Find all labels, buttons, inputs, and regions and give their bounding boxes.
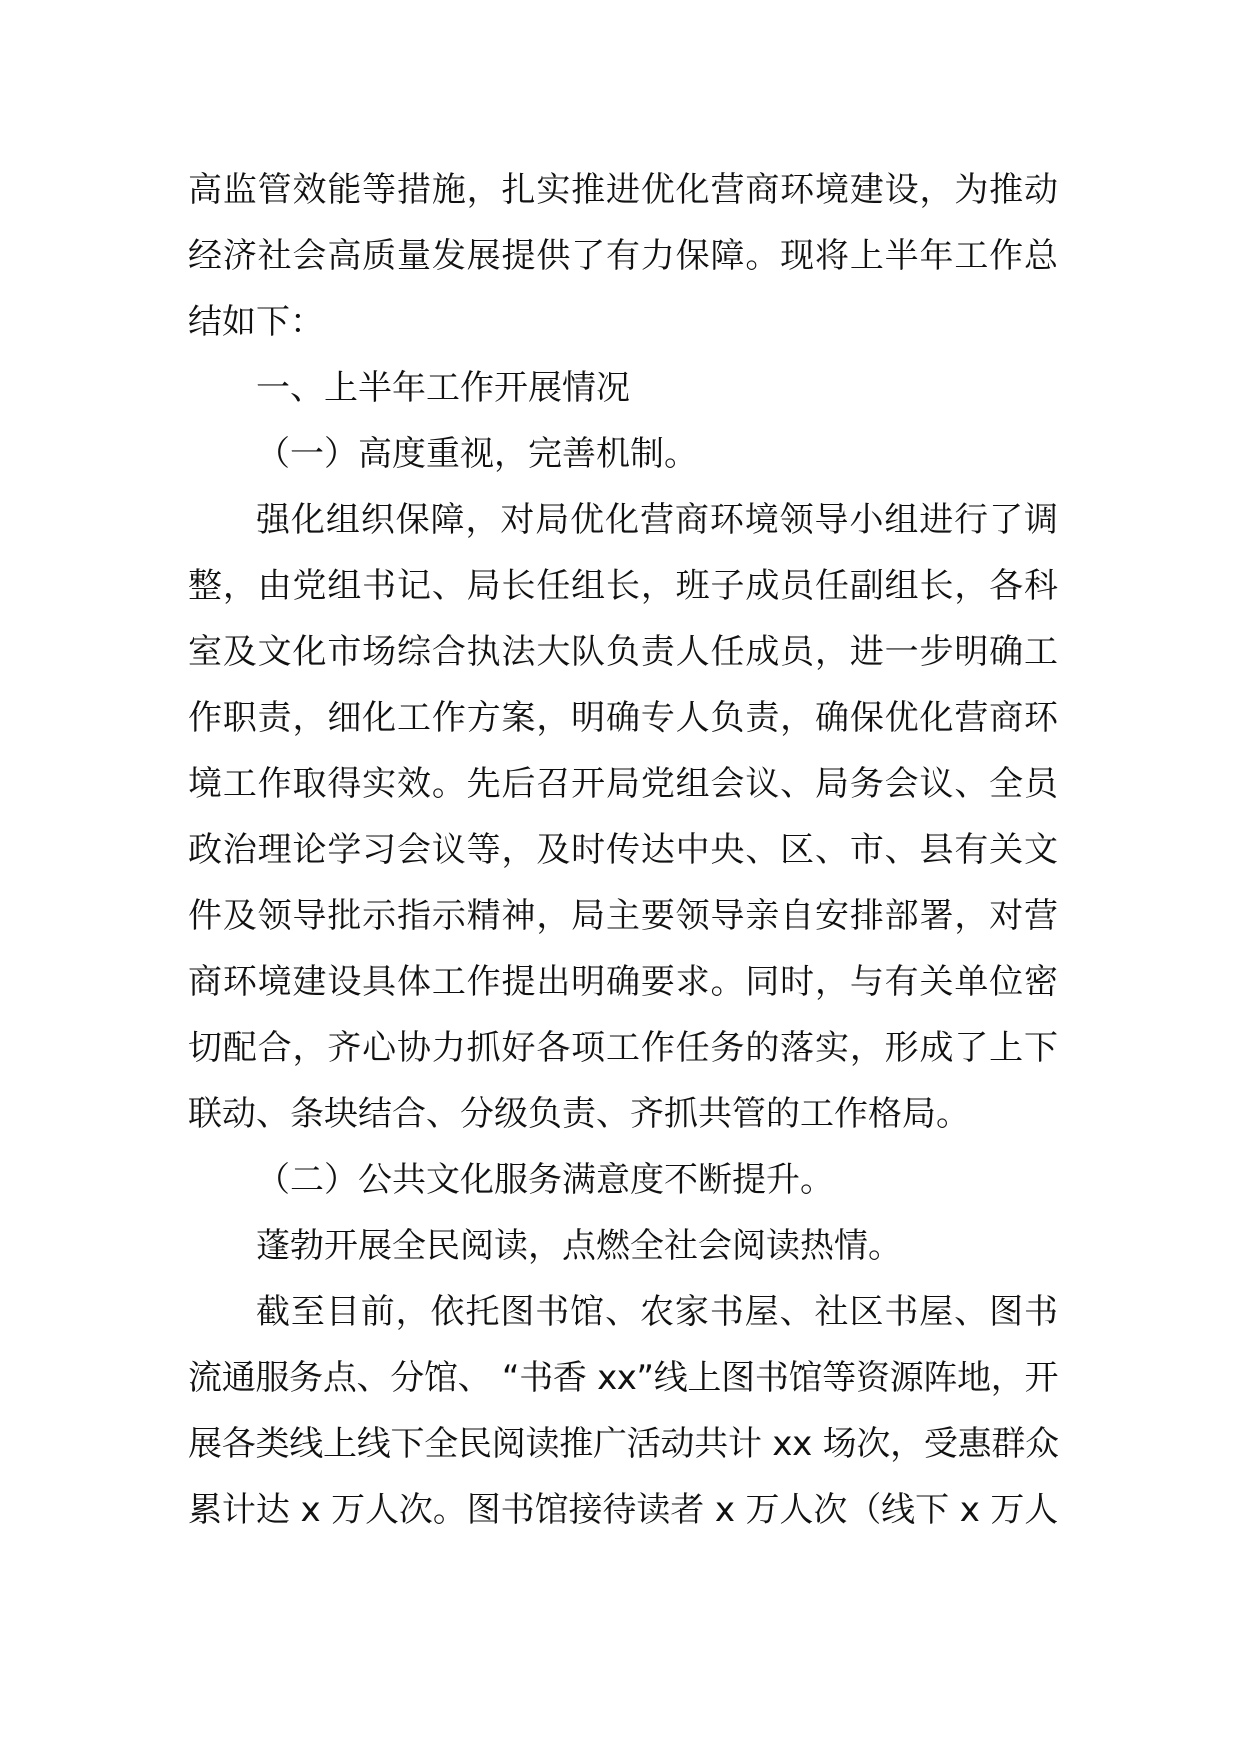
text-line: 经济社会高质量发展提供了有力保障。现将上半年工作总: [188, 236, 1058, 276]
subsection-heading: （二）公共文化服务满意度不断提升。: [256, 1160, 834, 1200]
text-line: 室及文化市场综合执法大队负责人任成员，进一步明确工: [188, 632, 1058, 672]
text-line: 商环境建设具体工作提出明确要求。同时，与有关单位密: [188, 962, 1058, 1002]
text-line: 截至目前，依托图书馆、农家书屋、社区书屋、图书: [256, 1292, 1058, 1332]
text-line: 政治理论学习会议等，及时传达中央、区、市、县有关文: [188, 830, 1058, 870]
text-line: 境工作取得实效。先后召开局党组会议、局务会议、全员: [188, 764, 1058, 804]
text-line: 联动、条块结合、分级负责、齐抓共管的工作格局。: [188, 1094, 970, 1134]
text-line: 展各类线上线下全民阅读推广活动共计 xx 场次，受惠群众: [188, 1424, 1059, 1464]
text-line: 作职责，细化工作方案，明确专人负责，确保优化营商环: [188, 698, 1058, 738]
text-line: 件及领导批示指示精神，局主要领导亲自安排部署，对营: [188, 896, 1058, 936]
section-heading: 一、上半年工作开展情况: [256, 368, 630, 408]
text-line: 高监管效能等措施，扎实推进优化营商环境建设，为推动: [188, 170, 1058, 210]
text-line: 切配合，齐心协力抓好各项工作任务的落实，形成了上下: [188, 1028, 1058, 1068]
text-line: 强化组织保障，对局优化营商环境领导小组进行了调: [256, 500, 1058, 540]
text-line: 结如下：: [188, 302, 324, 342]
text-line: 流通服务点、分馆、 “书香 xx”线上图书馆等资源阵地，开: [188, 1358, 1058, 1398]
text-line: 累计达 x 万人次。图书馆接待读者 x 万人次（线下 x 万人: [188, 1490, 1058, 1530]
document-body: [188, 157, 1058, 1543]
text-line: 蓬勃开展全民阅读，点燃全社会阅读热情。: [256, 1226, 902, 1266]
subsection-heading: （一）高度重视，完善机制。: [256, 434, 698, 474]
text-line: 整，由党组书记、局长任组长，班子成员任副组长，各科: [188, 566, 1058, 606]
